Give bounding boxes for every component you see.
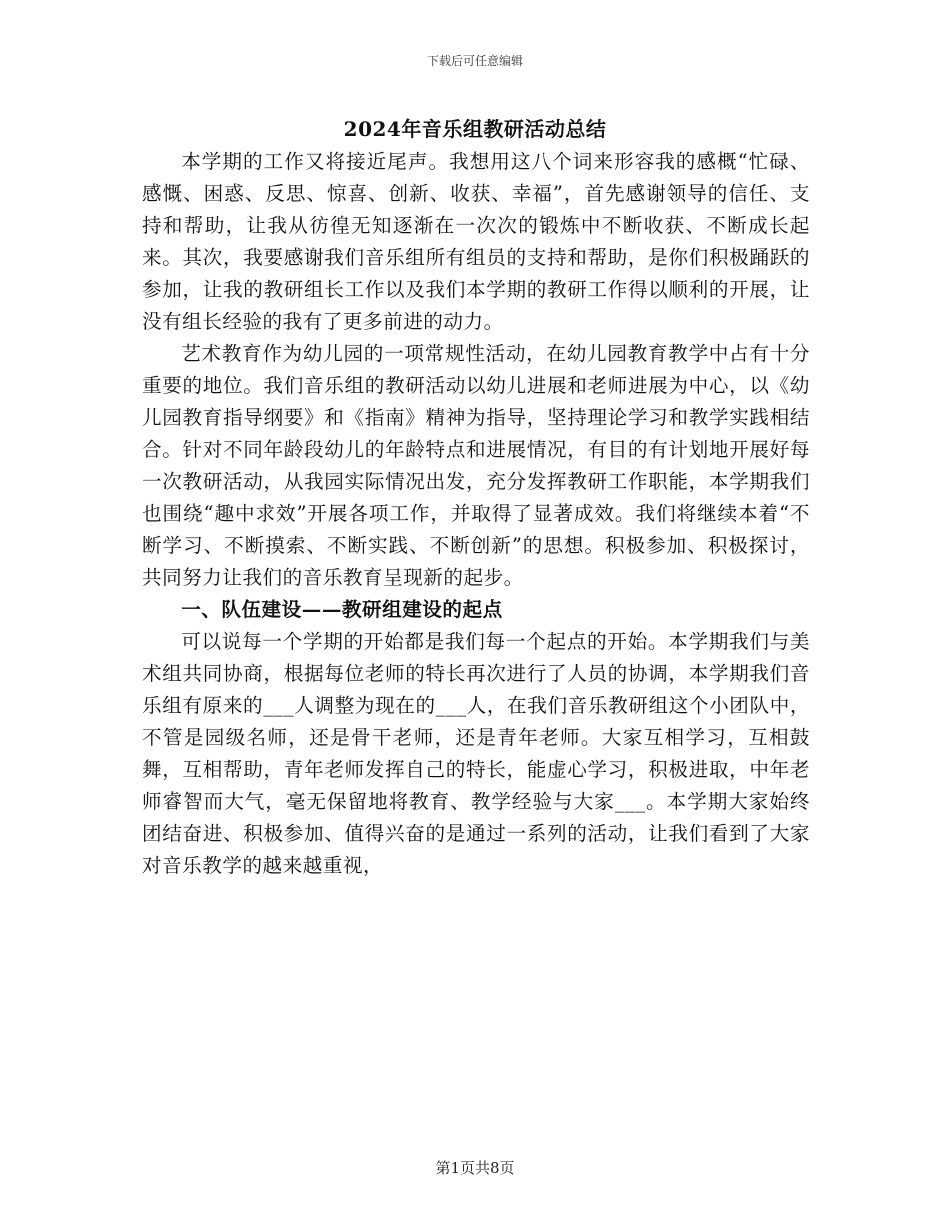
document-title: 2024年音乐组教研活动总结 [343,117,607,141]
paragraph-art-education: 艺术教育作为幼儿园的一项常规性活动，在幼儿园教育教学中占有十分重要的地位。我们音乐组的教研活动以幼儿进展和老师进展为中心，以《幼儿园教育指导纲要》和《指南》精神为指导，坚持理论学习和教学实践相结合。针对不同年龄段幼儿的年龄特点和进展情况，有目的有计划地开展好每一次教研活动，从我园实际情况出发，充分发挥教研工作职能，本学期我们也围绕“趣中求效”开展各项工作，并取得了显著成效。我们将继续本着“不断学习、不断摸索、不断实践、不断创新”的思想。积极参加、积极探讨，共同努力让我们的音乐教育呈现新的起步。 [142,342,810,589]
header-note: 下载后可任意编辑 [426,54,523,68]
paragraph-team-building: 可以说每一个学期的开始都是我们每一个起点的开始。本学期我们与美术组共同协商，根据每位老师的特长再次进行了人员的协调，本学期我们音乐组有原来的___人调整为现在的___人，在我们音乐教研组这个小团队中，不管是园级名师，还是骨干老师，还是青年老师。大家互相学习，互相鼓舞，互相帮助，青年老师发挥自己的特长，能虚心学习，积极进取，中年老师睿智而大气，毫无保留地将教育、教学经验与大家___。本学期大家始终团结奋进、积极参加、值得兴奋的是通过一系列的活动，让我们看到了大家对音乐教学的越来越重视， [142,630,810,877]
section-heading: 一、队伍建设——教研组建设的起点 [181,598,503,621]
paragraph-intro: 本学期的工作又将接近尾声。我想用这八个词来形容我的感概“忙碌、感慨、困惑、反思、惊喜、创新、收获、幸福”，首先感谢领导的信任、支持和帮助，让我从彷徨无知逐渐在一次次的锻炼中不断收获、不断成长起来。其次，我要感谢我们音乐组所有组员的支持和帮助，是你们积极踊跃的参加，让我的教研组长工作以及我们本学期的教研工作得以顺利的开展，让没有组长经验的我有了更多前进的动力。 [142,150,810,333]
page-indicator: 第1页共8页 [435,1159,515,1177]
document-body [142,146,810,882]
